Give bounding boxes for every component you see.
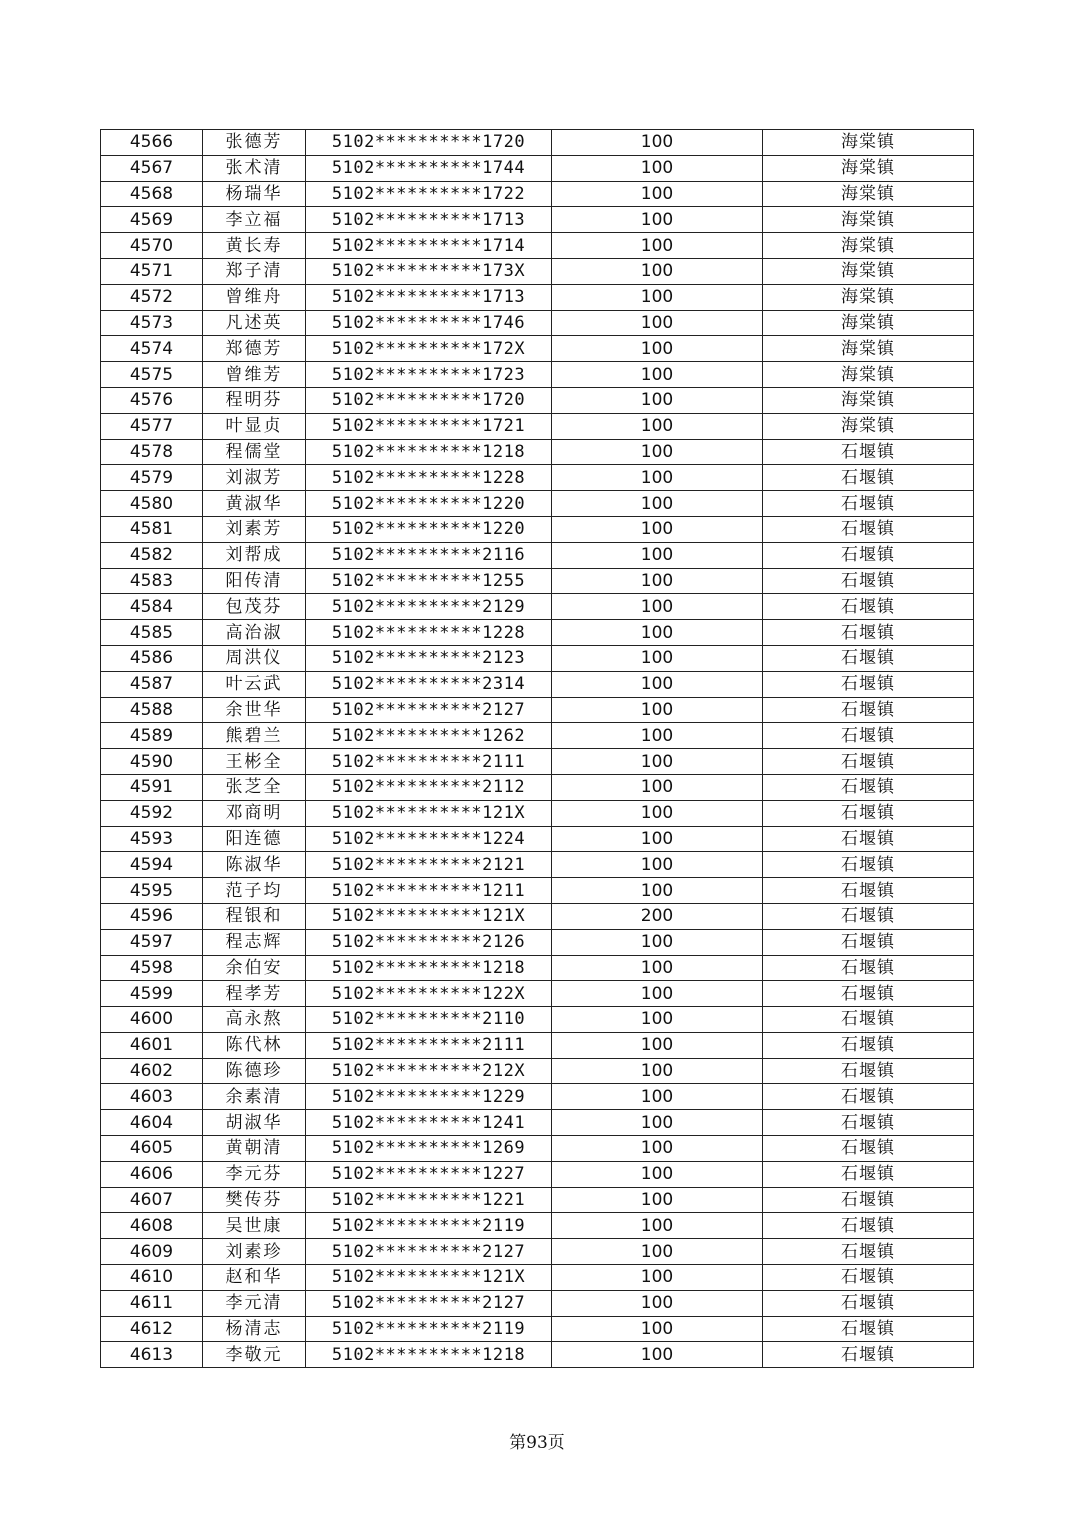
cell-serial-number: 4599 (101, 981, 203, 1007)
cell-town: 石堰镇 (763, 826, 974, 852)
cell-amount: 100 (552, 1161, 763, 1187)
cell-serial-number: 4598 (101, 955, 203, 981)
table-row (101, 362, 974, 388)
cell-name: 李元芬 (203, 1161, 306, 1187)
cell-town: 石堰镇 (763, 774, 974, 800)
cell-amount: 100 (552, 284, 763, 310)
cell-id-number: 5102**********121X (306, 800, 552, 826)
cell-town: 石堰镇 (763, 516, 974, 542)
table-row (101, 207, 974, 233)
cell-id-number: 5102**********1220 (306, 491, 552, 517)
cell-id-number: 5102**********1746 (306, 310, 552, 336)
cell-name: 张德芳 (203, 130, 306, 156)
table-row (101, 1161, 974, 1187)
cell-serial-number: 4601 (101, 1032, 203, 1058)
cell-id-number: 5102**********1714 (306, 233, 552, 259)
cell-name: 刘素芳 (203, 516, 306, 542)
cell-town: 石堰镇 (763, 1213, 974, 1239)
cell-town: 石堰镇 (763, 1290, 974, 1316)
cell-serial-number: 4613 (101, 1342, 203, 1368)
cell-amount: 100 (552, 1136, 763, 1162)
cell-name: 高永熬 (203, 1007, 306, 1033)
cell-id-number: 5102**********1744 (306, 155, 552, 181)
table-row (101, 749, 974, 775)
cell-name: 杨清志 (203, 1316, 306, 1342)
cell-town: 石堰镇 (763, 1265, 974, 1291)
cell-serial-number: 4611 (101, 1290, 203, 1316)
cell-id-number: 5102**********1269 (306, 1136, 552, 1162)
cell-id-number: 5102**********1211 (306, 878, 552, 904)
cell-town: 石堰镇 (763, 1342, 974, 1368)
cell-serial-number: 4578 (101, 439, 203, 465)
table-row (101, 1239, 974, 1265)
cell-id-number: 5102**********1262 (306, 723, 552, 749)
cell-serial-number: 4571 (101, 258, 203, 284)
cell-town: 海棠镇 (763, 155, 974, 181)
cell-id-number: 5102**********1713 (306, 207, 552, 233)
cell-id-number: 5102**********1218 (306, 439, 552, 465)
cell-id-number: 5102**********2314 (306, 671, 552, 697)
cell-serial-number: 4610 (101, 1265, 203, 1291)
cell-town: 石堰镇 (763, 749, 974, 775)
table-row (101, 723, 974, 749)
cell-amount: 100 (552, 697, 763, 723)
cell-amount: 200 (552, 903, 763, 929)
cell-name: 凡述英 (203, 310, 306, 336)
cell-amount: 100 (552, 233, 763, 259)
cell-serial-number: 4577 (101, 413, 203, 439)
cell-amount: 100 (552, 594, 763, 620)
cell-name: 刘淑芳 (203, 465, 306, 491)
cell-serial-number: 4603 (101, 1084, 203, 1110)
cell-serial-number: 4594 (101, 852, 203, 878)
table-row (101, 1084, 974, 1110)
cell-town: 石堰镇 (763, 1084, 974, 1110)
cell-id-number: 5102**********172X (306, 336, 552, 362)
cell-serial-number: 4593 (101, 826, 203, 852)
table-row (101, 181, 974, 207)
cell-serial-number: 4606 (101, 1161, 203, 1187)
table-row (101, 465, 974, 491)
cell-amount: 100 (552, 542, 763, 568)
cell-town: 石堰镇 (763, 929, 974, 955)
cell-name: 周洪仪 (203, 645, 306, 671)
cell-serial-number: 4591 (101, 774, 203, 800)
table-row (101, 1213, 974, 1239)
cell-serial-number: 4568 (101, 181, 203, 207)
cell-town: 石堰镇 (763, 1032, 974, 1058)
cell-amount: 100 (552, 568, 763, 594)
table-row (101, 645, 974, 671)
cell-town: 石堰镇 (763, 1161, 974, 1187)
table-row (101, 568, 974, 594)
cell-amount: 100 (552, 1058, 763, 1084)
cell-amount: 100 (552, 878, 763, 904)
cell-name: 高治淑 (203, 620, 306, 646)
cell-id-number: 5102**********1221 (306, 1187, 552, 1213)
cell-town: 石堰镇 (763, 697, 974, 723)
cell-id-number: 5102**********1218 (306, 955, 552, 981)
cell-town: 石堰镇 (763, 491, 974, 517)
table-row (101, 542, 974, 568)
table-row (101, 1058, 974, 1084)
cell-name: 陈德珍 (203, 1058, 306, 1084)
cell-id-number: 5102**********1721 (306, 413, 552, 439)
table-row (101, 1342, 974, 1368)
cell-amount: 100 (552, 955, 763, 981)
cell-id-number: 5102**********1218 (306, 1342, 552, 1368)
table-row (101, 130, 974, 156)
cell-name: 程银和 (203, 903, 306, 929)
table-row (101, 1110, 974, 1136)
cell-serial-number: 4602 (101, 1058, 203, 1084)
cell-amount: 100 (552, 310, 763, 336)
cell-name: 王彬全 (203, 749, 306, 775)
cell-name: 郑德芳 (203, 336, 306, 362)
cell-name: 赵和华 (203, 1265, 306, 1291)
table-row (101, 671, 974, 697)
cell-serial-number: 4608 (101, 1213, 203, 1239)
table-row (101, 1136, 974, 1162)
cell-town: 石堰镇 (763, 852, 974, 878)
cell-name: 刘素珍 (203, 1239, 306, 1265)
cell-id-number: 5102**********2112 (306, 774, 552, 800)
cell-amount: 100 (552, 1110, 763, 1136)
cell-town: 海棠镇 (763, 413, 974, 439)
data-table (100, 129, 974, 1368)
cell-id-number: 5102**********2126 (306, 929, 552, 955)
cell-town: 石堰镇 (763, 1316, 974, 1342)
cell-id-number: 5102**********173X (306, 258, 552, 284)
cell-id-number: 5102**********2127 (306, 1290, 552, 1316)
cell-amount: 100 (552, 336, 763, 362)
cell-name: 黄长寿 (203, 233, 306, 259)
cell-name: 李敬元 (203, 1342, 306, 1368)
cell-amount: 100 (552, 491, 763, 517)
cell-amount: 100 (552, 465, 763, 491)
cell-id-number: 5102**********2116 (306, 542, 552, 568)
cell-town: 石堰镇 (763, 1187, 974, 1213)
cell-serial-number: 4588 (101, 697, 203, 723)
cell-town: 海棠镇 (763, 233, 974, 259)
cell-amount: 100 (552, 723, 763, 749)
cell-serial-number: 4569 (101, 207, 203, 233)
cell-town: 石堰镇 (763, 568, 974, 594)
cell-amount: 100 (552, 1213, 763, 1239)
table-row (101, 310, 974, 336)
cell-id-number: 5102**********1720 (306, 387, 552, 413)
cell-name: 李立福 (203, 207, 306, 233)
cell-amount: 100 (552, 207, 763, 233)
cell-amount: 100 (552, 258, 763, 284)
cell-town: 海棠镇 (763, 387, 974, 413)
cell-serial-number: 4576 (101, 387, 203, 413)
cell-name: 郑子清 (203, 258, 306, 284)
table-row (101, 1187, 974, 1213)
cell-amount: 100 (552, 1342, 763, 1368)
cell-name: 曾维舟 (203, 284, 306, 310)
table-row (101, 284, 974, 310)
cell-id-number: 5102**********1720 (306, 130, 552, 156)
table-row (101, 516, 974, 542)
cell-town: 石堰镇 (763, 542, 974, 568)
cell-name: 熊碧兰 (203, 723, 306, 749)
cell-town: 石堰镇 (763, 439, 974, 465)
cell-serial-number: 4579 (101, 465, 203, 491)
cell-id-number: 5102**********1228 (306, 620, 552, 646)
cell-town: 石堰镇 (763, 1239, 974, 1265)
cell-name: 余伯安 (203, 955, 306, 981)
cell-serial-number: 4572 (101, 284, 203, 310)
cell-name: 叶云武 (203, 671, 306, 697)
cell-serial-number: 4596 (101, 903, 203, 929)
cell-serial-number: 4597 (101, 929, 203, 955)
cell-name: 黄朝清 (203, 1136, 306, 1162)
table-row (101, 594, 974, 620)
cell-town: 石堰镇 (763, 594, 974, 620)
cell-amount: 100 (552, 439, 763, 465)
table-row (101, 929, 974, 955)
cell-serial-number: 4574 (101, 336, 203, 362)
cell-town: 石堰镇 (763, 671, 974, 697)
cell-serial-number: 4595 (101, 878, 203, 904)
cell-serial-number: 4566 (101, 130, 203, 156)
table-row (101, 1265, 974, 1291)
cell-serial-number: 4612 (101, 1316, 203, 1342)
cell-id-number: 5102**********1224 (306, 826, 552, 852)
cell-id-number: 5102**********1241 (306, 1110, 552, 1136)
table-row (101, 439, 974, 465)
cell-id-number: 5102**********1255 (306, 568, 552, 594)
cell-town: 海棠镇 (763, 130, 974, 156)
cell-amount: 100 (552, 1265, 763, 1291)
cell-amount: 100 (552, 800, 763, 826)
cell-id-number: 5102**********2127 (306, 697, 552, 723)
cell-amount: 100 (552, 130, 763, 156)
cell-serial-number: 4581 (101, 516, 203, 542)
cell-name: 范子均 (203, 878, 306, 904)
cell-town: 海棠镇 (763, 336, 974, 362)
cell-id-number: 5102**********2121 (306, 852, 552, 878)
cell-amount: 100 (552, 749, 763, 775)
cell-amount: 100 (552, 1239, 763, 1265)
cell-name: 程孝芳 (203, 981, 306, 1007)
cell-town: 海棠镇 (763, 207, 974, 233)
table-row (101, 852, 974, 878)
cell-town: 海棠镇 (763, 362, 974, 388)
cell-id-number: 5102**********2129 (306, 594, 552, 620)
cell-name: 张术清 (203, 155, 306, 181)
cell-town: 石堰镇 (763, 645, 974, 671)
cell-serial-number: 4580 (101, 491, 203, 517)
cell-amount: 100 (552, 826, 763, 852)
cell-town: 石堰镇 (763, 878, 974, 904)
cell-amount: 100 (552, 1316, 763, 1342)
cell-serial-number: 4607 (101, 1187, 203, 1213)
cell-amount: 100 (552, 981, 763, 1007)
cell-name: 程明芬 (203, 387, 306, 413)
cell-name: 杨瑞华 (203, 181, 306, 207)
cell-town: 石堰镇 (763, 955, 974, 981)
cell-serial-number: 4567 (101, 155, 203, 181)
cell-id-number: 5102**********121X (306, 1265, 552, 1291)
cell-id-number: 5102**********1713 (306, 284, 552, 310)
cell-id-number: 5102**********1229 (306, 1084, 552, 1110)
cell-name: 余世华 (203, 697, 306, 723)
table-row (101, 981, 974, 1007)
table-row (101, 800, 974, 826)
cell-serial-number: 4609 (101, 1239, 203, 1265)
table-row (101, 697, 974, 723)
cell-amount: 100 (552, 1032, 763, 1058)
cell-serial-number: 4590 (101, 749, 203, 775)
cell-id-number: 5102**********1722 (306, 181, 552, 207)
table-row (101, 1032, 974, 1058)
table-row (101, 1007, 974, 1033)
cell-amount: 100 (552, 387, 763, 413)
cell-town: 石堰镇 (763, 620, 974, 646)
cell-serial-number: 4570 (101, 233, 203, 259)
cell-amount: 100 (552, 620, 763, 646)
cell-serial-number: 4589 (101, 723, 203, 749)
table-row (101, 387, 974, 413)
table-body (101, 130, 974, 1368)
cell-id-number: 5102**********1227 (306, 1161, 552, 1187)
cell-name: 胡淑华 (203, 1110, 306, 1136)
table-row (101, 955, 974, 981)
cell-town: 石堰镇 (763, 1058, 974, 1084)
table-row (101, 413, 974, 439)
cell-town: 海棠镇 (763, 310, 974, 336)
table-row (101, 1290, 974, 1316)
table-row (101, 491, 974, 517)
cell-serial-number: 4573 (101, 310, 203, 336)
cell-serial-number: 4584 (101, 594, 203, 620)
cell-name: 邓商明 (203, 800, 306, 826)
cell-name: 刘帮成 (203, 542, 306, 568)
cell-serial-number: 4587 (101, 671, 203, 697)
page-number: 第93页 (509, 1433, 565, 1453)
cell-serial-number: 4592 (101, 800, 203, 826)
table-row (101, 774, 974, 800)
cell-name: 吴世康 (203, 1213, 306, 1239)
cell-id-number: 5102**********2123 (306, 645, 552, 671)
cell-amount: 100 (552, 155, 763, 181)
cell-town: 海棠镇 (763, 181, 974, 207)
cell-town: 石堰镇 (763, 1110, 974, 1136)
cell-id-number: 5102**********122X (306, 981, 552, 1007)
table-row (101, 233, 974, 259)
cell-amount: 100 (552, 1290, 763, 1316)
cell-id-number: 5102**********2111 (306, 749, 552, 775)
cell-amount: 100 (552, 413, 763, 439)
cell-serial-number: 4575 (101, 362, 203, 388)
table-row (101, 878, 974, 904)
cell-town: 石堰镇 (763, 981, 974, 1007)
cell-serial-number: 4582 (101, 542, 203, 568)
cell-name: 叶显贞 (203, 413, 306, 439)
cell-serial-number: 4586 (101, 645, 203, 671)
cell-id-number: 5102**********121X (306, 903, 552, 929)
cell-town: 石堰镇 (763, 903, 974, 929)
table-row (101, 336, 974, 362)
table-row (101, 258, 974, 284)
cell-name: 曾维芳 (203, 362, 306, 388)
cell-id-number: 5102**********1220 (306, 516, 552, 542)
cell-name: 李元清 (203, 1290, 306, 1316)
cell-name: 陈淑华 (203, 852, 306, 878)
cell-id-number: 5102**********212X (306, 1058, 552, 1084)
cell-amount: 100 (552, 181, 763, 207)
cell-name: 黄淑华 (203, 491, 306, 517)
cell-town: 石堰镇 (763, 800, 974, 826)
cell-town: 海棠镇 (763, 258, 974, 284)
cell-id-number: 5102**********2119 (306, 1316, 552, 1342)
cell-amount: 100 (552, 516, 763, 542)
cell-town: 石堰镇 (763, 1136, 974, 1162)
table-row (101, 903, 974, 929)
cell-amount: 100 (552, 774, 763, 800)
cell-town: 石堰镇 (763, 723, 974, 749)
cell-serial-number: 4604 (101, 1110, 203, 1136)
table-row (101, 826, 974, 852)
cell-amount: 100 (552, 1007, 763, 1033)
table-row (101, 1316, 974, 1342)
cell-serial-number: 4600 (101, 1007, 203, 1033)
cell-id-number: 5102**********2119 (306, 1213, 552, 1239)
cell-amount: 100 (552, 929, 763, 955)
cell-id-number: 5102**********1723 (306, 362, 552, 388)
cell-amount: 100 (552, 645, 763, 671)
cell-name: 阳连德 (203, 826, 306, 852)
cell-id-number: 5102**********2127 (306, 1239, 552, 1265)
cell-name: 樊传芬 (203, 1187, 306, 1213)
table-row (101, 155, 974, 181)
cell-serial-number: 4585 (101, 620, 203, 646)
cell-town: 石堰镇 (763, 1007, 974, 1033)
cell-amount: 100 (552, 362, 763, 388)
cell-name: 陈代林 (203, 1032, 306, 1058)
cell-name: 包茂芬 (203, 594, 306, 620)
cell-amount: 100 (552, 671, 763, 697)
cell-town: 石堰镇 (763, 465, 974, 491)
cell-name: 程儒堂 (203, 439, 306, 465)
cell-amount: 100 (552, 1084, 763, 1110)
cell-town: 海棠镇 (763, 284, 974, 310)
cell-serial-number: 4583 (101, 568, 203, 594)
cell-id-number: 5102**********2111 (306, 1032, 552, 1058)
cell-id-number: 5102**********2110 (306, 1007, 552, 1033)
cell-amount: 100 (552, 1187, 763, 1213)
cell-name: 张芝全 (203, 774, 306, 800)
cell-name: 余素清 (203, 1084, 306, 1110)
cell-id-number: 5102**********1228 (306, 465, 552, 491)
cell-amount: 100 (552, 852, 763, 878)
cell-name: 阳传清 (203, 568, 306, 594)
cell-serial-number: 4605 (101, 1136, 203, 1162)
table-row (101, 620, 974, 646)
cell-name: 程志辉 (203, 929, 306, 955)
